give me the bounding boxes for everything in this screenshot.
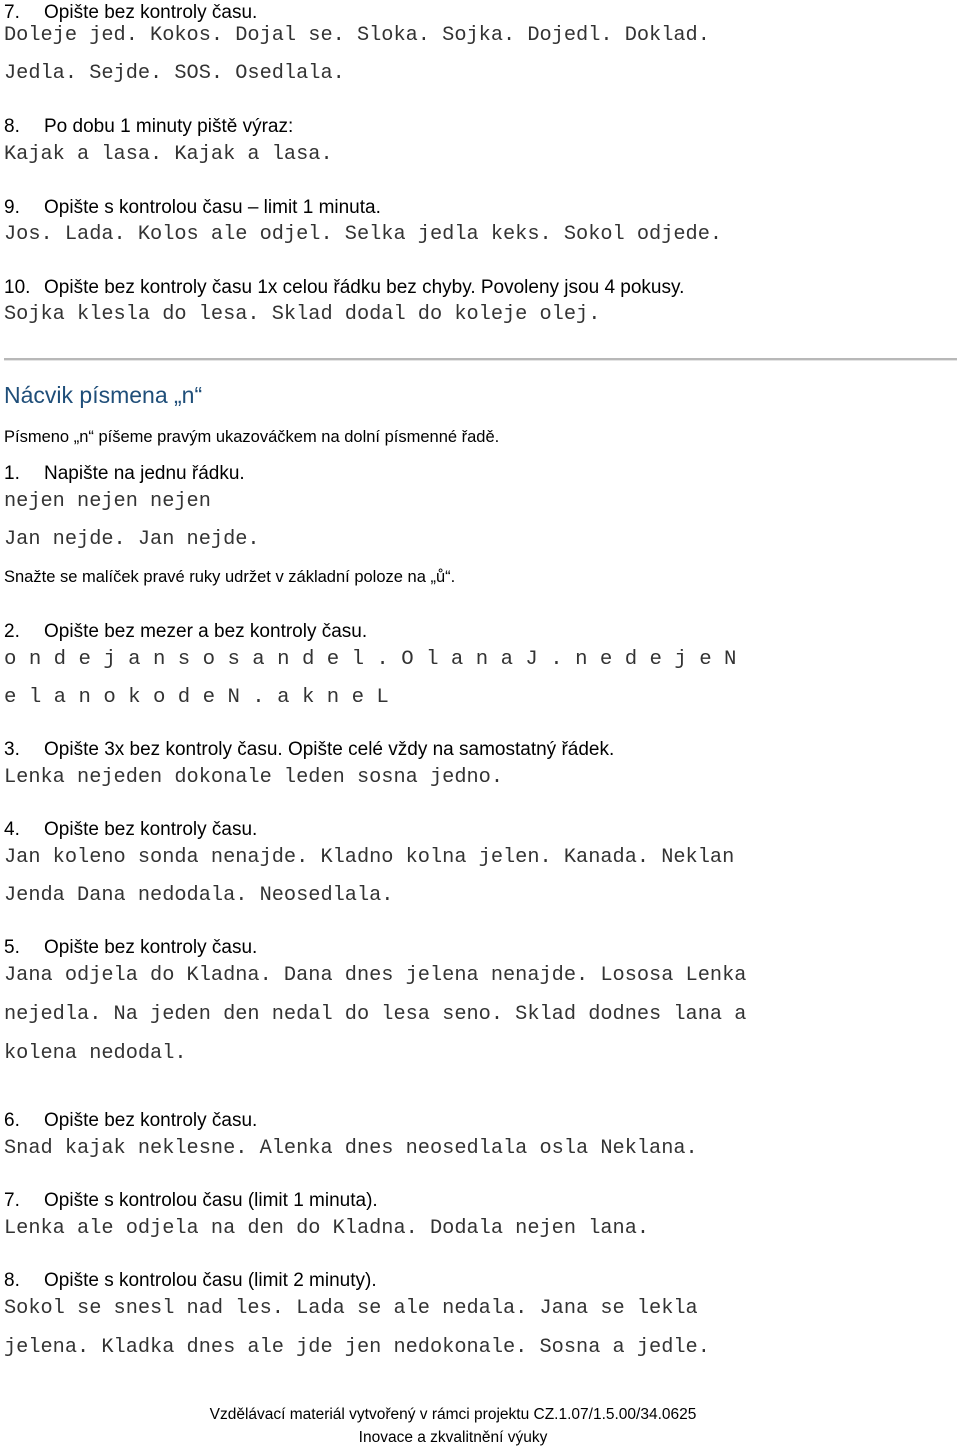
n-exercise-8-line-2: jelena. Kladka dnes ale jde jen nedokonale. Sosna a jedle.	[4, 1336, 710, 1359]
exercise-8-line-1: Kajak a lasa. Kajak a lasa.	[4, 143, 333, 166]
n-exercise-8-line-1: Sokol se snesl nad les. Lada se ale nedala. Jana se lekla	[4, 1297, 698, 1320]
exercise-7-line-2: Jedla. Sejde. SOS. Osedlala.	[4, 62, 345, 85]
n-exercise-1-heading: 1. Napište na jednu řádku.	[4, 463, 245, 484]
n-exercise-6-line-1: Snad kajak neklesne. Alenka dnes neosedlala osla Neklana.	[4, 1137, 698, 1160]
n-exercise-5-line-3: kolena nedodal.	[4, 1042, 187, 1065]
n-exercise-8-heading: 8. Opište s kontrolou času (limit 2 minuty).	[4, 1270, 377, 1291]
n-exercise-3-heading: 3. Opište 3x bez kontroly času. Opište celé vždy na samostatný řádek.	[4, 739, 615, 760]
n-exercise-2-line-1: o n d e j a n s o s a n d e l . O l a n a J . n e d e j e N	[4, 648, 737, 671]
n-exercise-1-note: Snažte se malíček pravé ruky udržet v základní poloze na „ů“.	[4, 568, 456, 586]
section-title: Nácvik písmena „n“	[4, 382, 203, 408]
n-exercise-1-line-1: nejen nejen nejen	[4, 490, 211, 513]
section-divider	[4, 358, 957, 361]
n-exercise-3-line-1: Lenka nejeden dokonale leden sosna jedno.	[4, 766, 503, 789]
exercise-7-line-1: Doleje jed. Kokos. Dojal se. Sloka. Sojka. Dojedl. Doklad.	[4, 24, 710, 47]
footer-project-line: Vzdělávací materiál vytvořený v rámci projektu CZ.1.07/1.5.00/34.0625	[209, 1406, 697, 1423]
footer-subtitle-line: Inovace a zkvalitnění výuky	[358, 1429, 548, 1446]
section-intro: Písmeno „n“ píšeme pravým ukazováčkem na dolní písmenné řadě.	[4, 428, 500, 446]
exercise-9-heading: 9. Opište s kontrolou času – limit 1 minuta.	[4, 197, 381, 218]
n-exercise-2-line-2: e l a n o k o d e N . a k n e L	[4, 686, 389, 709]
exercise-9-line-1: Jos. Lada. Kolos ale odjel. Selka jedla keks. Sokol odjede.	[4, 223, 723, 246]
exercise-7-heading: 7. Opište bez kontroly času.	[4, 2, 258, 23]
n-exercise-1-line-2: Jan nejde. Jan nejde.	[4, 528, 260, 551]
n-exercise-7-line-1: Lenka ale odjela na den do Kladna. Dodala nejen lana.	[4, 1217, 650, 1240]
n-exercise-5-line-2: nejedla. Na jeden den nedal do lesa seno. Sklad dodnes lana a	[4, 1003, 747, 1026]
n-exercise-5-heading: 5. Opište bez kontroly času.	[4, 937, 258, 958]
exercise-8-heading: 8. Po dobu 1 minuty piště výraz:	[4, 116, 294, 137]
exercise-10-line-1: Sojka klesla do lesa. Sklad dodal do koleje olej.	[4, 303, 601, 326]
n-exercise-6-heading: 6. Opište bez kontroly času.	[4, 1110, 258, 1131]
n-exercise-4-line-1: Jan koleno sonda nenajde. Kladno kolna jelen. Kanada. Neklan	[4, 846, 735, 869]
n-exercise-2-heading: 2. Opište bez mezer a bez kontroly času.	[4, 621, 368, 642]
n-exercise-4-heading: 4. Opište bez kontroly času.	[4, 819, 258, 840]
exercise-10-heading: 10. Opište bez kontroly času 1x celou řádku bez chyby. Povoleny jsou 4 pokusy.	[4, 277, 685, 298]
n-exercise-4-line-2: Jenda Dana nedodala. Neosedlala.	[4, 884, 394, 907]
n-exercise-7-heading: 7. Opište s kontrolou času (limit 1 minuta).	[4, 1190, 378, 1211]
n-exercise-5-line-1: Jana odjela do Kladna. Dana dnes jelena nenajde. Lososa Lenka	[4, 964, 747, 987]
